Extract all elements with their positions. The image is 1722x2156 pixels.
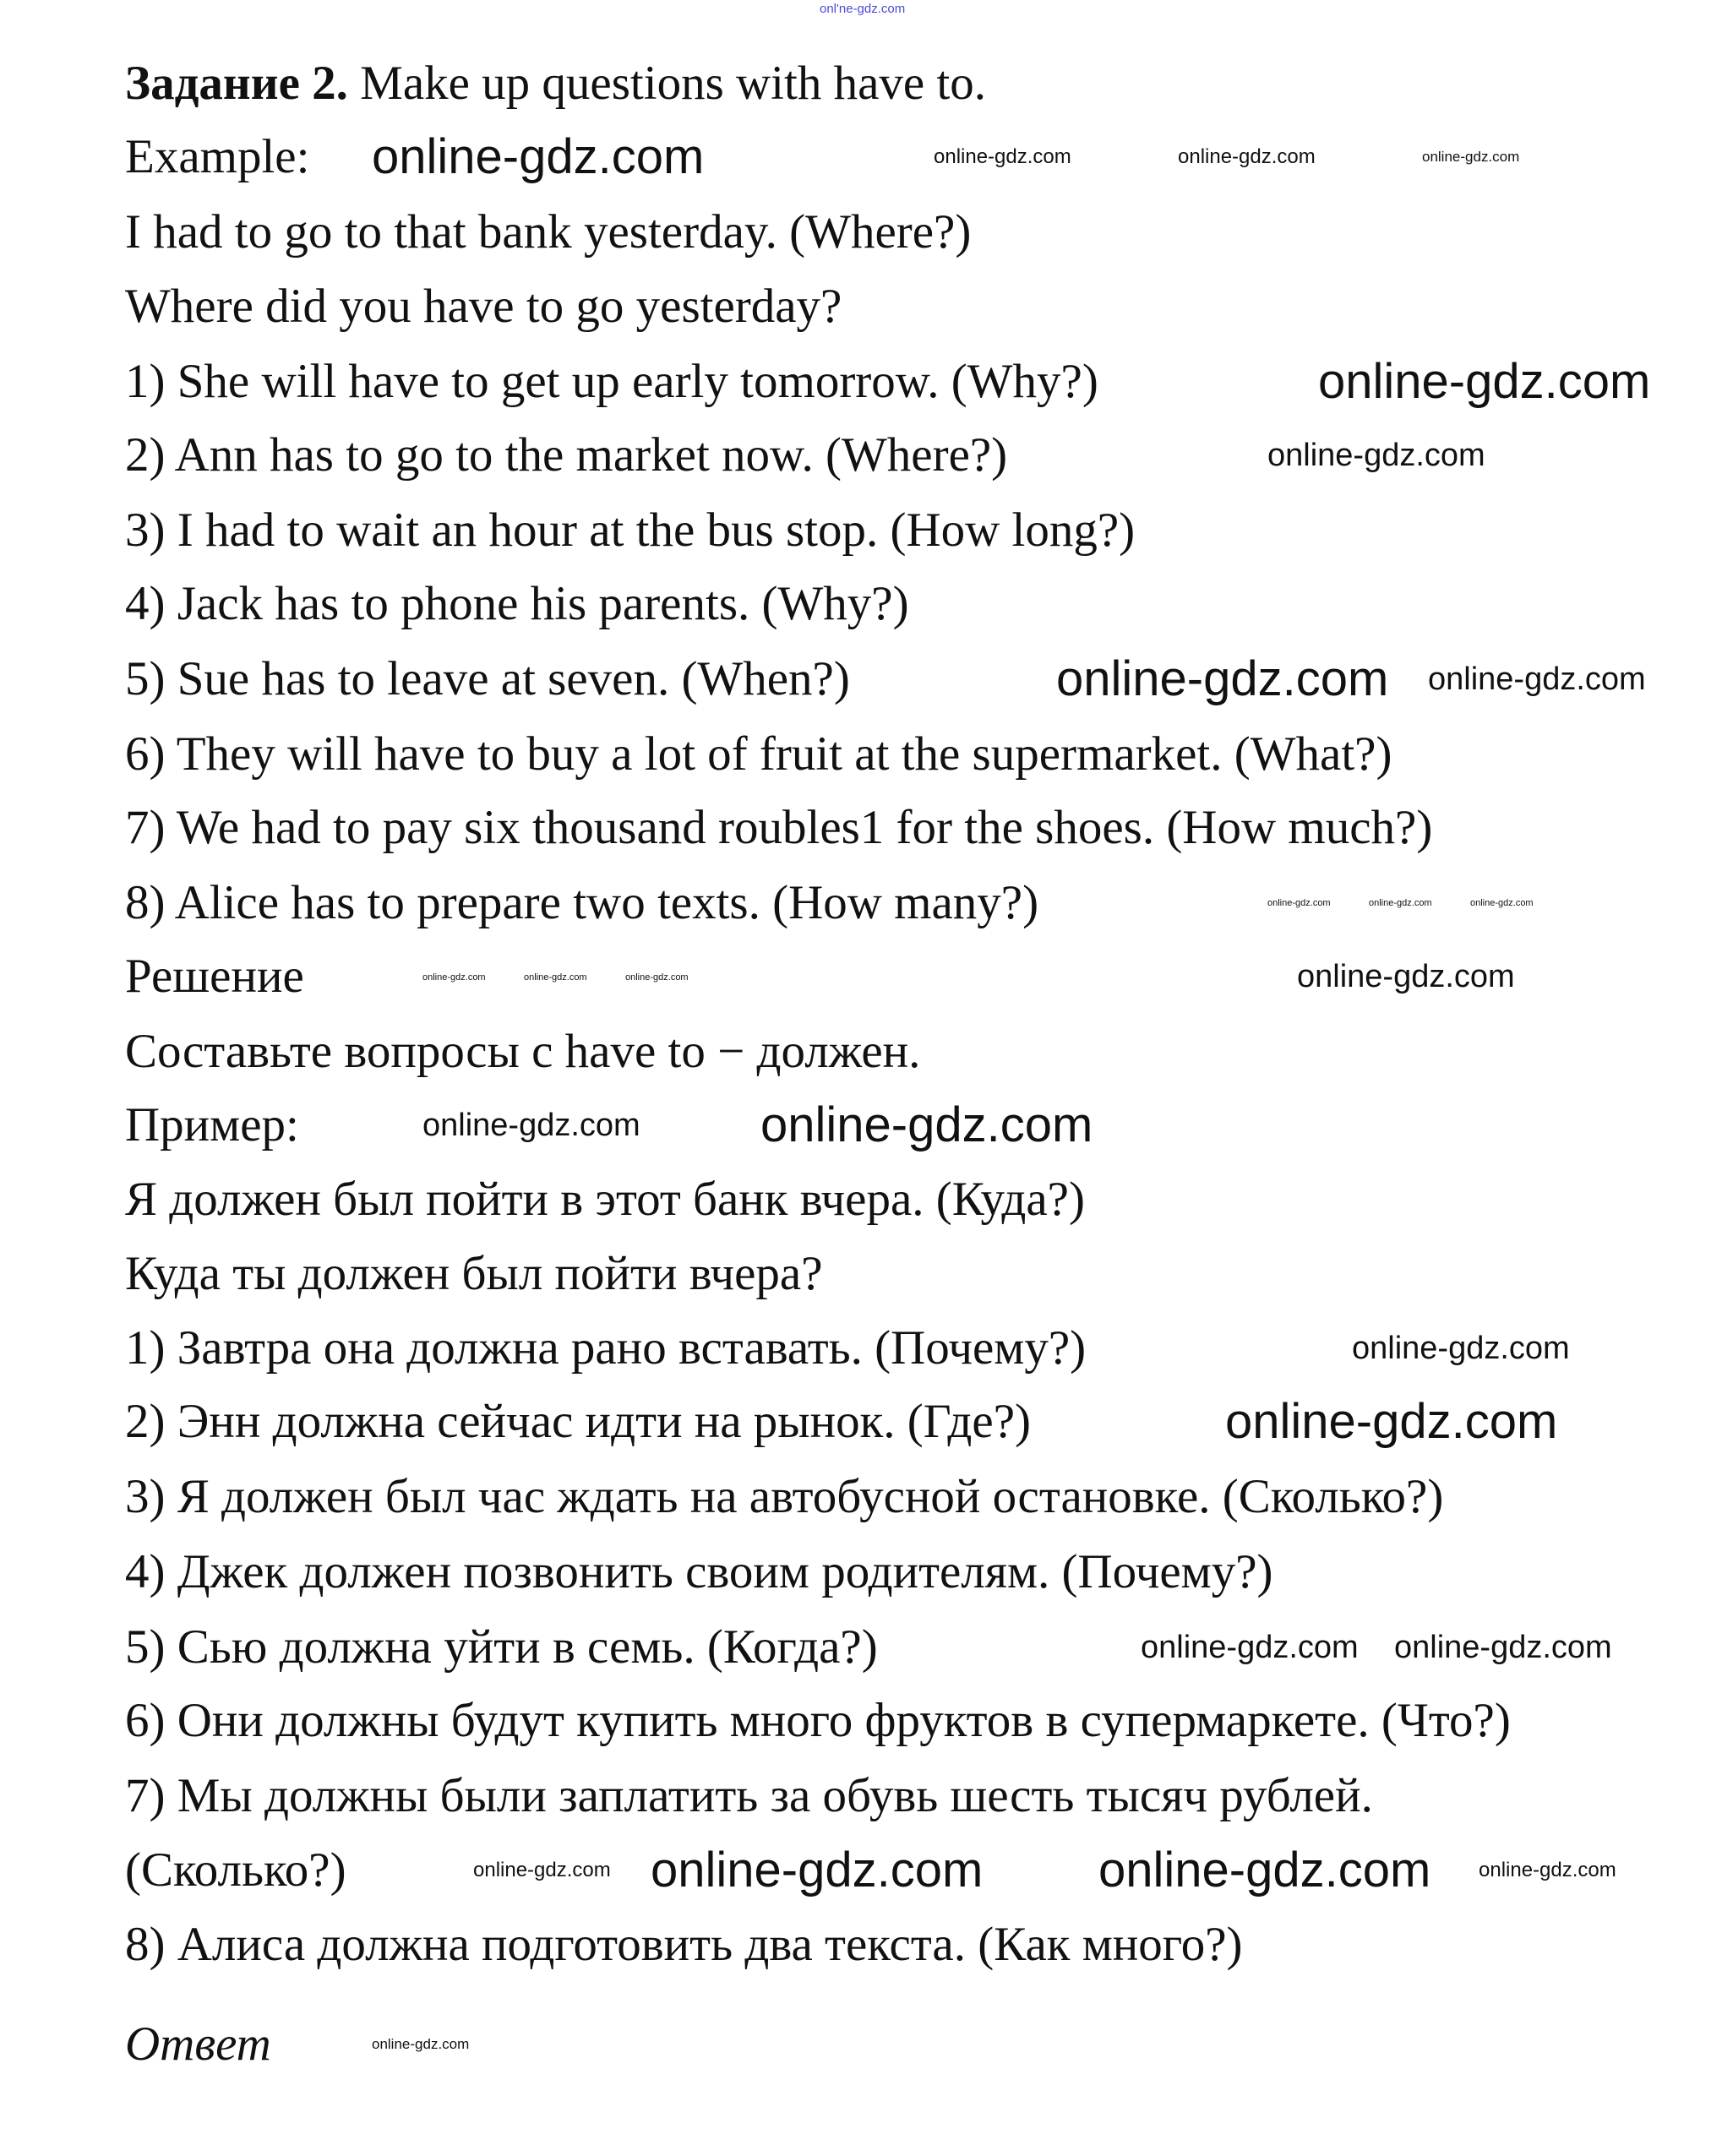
watermark: online-gdz.com	[934, 145, 1071, 168]
task-item: 8) Alice has to prepare two texts. (How many?)	[125, 876, 1039, 929]
watermark: online-gdz.com	[1178, 145, 1316, 168]
task-item: 1) She will have to get up early tomorrow. (Why?)	[125, 355, 1098, 408]
watermark: online-gdz.com	[473, 1859, 611, 1881]
watermark: online-gdz.com	[524, 972, 587, 983]
solution-item: 5) Сью должна уйти в семь. (Когда?)	[125, 1620, 878, 1674]
solution-example-sentence: Я должен был пойти в этот банк вчера. (Куда?)	[125, 1173, 1085, 1226]
solution-item: (Сколько?)	[125, 1843, 346, 1897]
watermark: online-gdz.com	[1056, 651, 1389, 706]
solution-example-label: Пример:	[125, 1098, 299, 1152]
watermark: online-gdz.com	[1267, 898, 1331, 908]
watermark: onl'ne-gdz.com	[820, 2, 906, 16]
watermark: online-gdz.com	[760, 1097, 1093, 1152]
watermark: online-gdz.com	[1297, 959, 1515, 994]
solution-item: 4) Джек должен позвонить своим родителям. (Почему?)	[125, 1545, 1273, 1598]
task-item: 2) Ann has to go to the market now. (Where?)	[125, 428, 1008, 482]
watermark: online-gdz.com	[1318, 354, 1651, 409]
watermark: online-gdz.com	[422, 972, 486, 983]
watermark: online-gdz.com	[1470, 898, 1534, 908]
solution-item: 3) Я должен был час ждать на автобусной остановке. (Сколько?)	[125, 1470, 1444, 1523]
example-label: Example:	[125, 130, 310, 183]
solution-item: 2) Энн должна сейчас идти на рынок. (Где?)	[125, 1395, 1032, 1448]
task-item: 6) They will have to buy a lot of fruit at the supermarket. (What?)	[125, 727, 1392, 781]
solution-heading: Решение	[125, 950, 304, 1003]
watermark: online-gdz.com	[1394, 1630, 1612, 1665]
watermark: online-gdz.com	[1225, 1394, 1558, 1449]
watermark: online-gdz.com	[1098, 1843, 1431, 1897]
watermark: online-gdz.com	[625, 972, 689, 983]
solution-item: 7) Мы должны были заплатить за обувь шесть тысяч рублей.	[125, 1769, 1373, 1822]
task-title	[125, 56, 986, 112]
watermark: online-gdz.com	[1141, 1630, 1359, 1665]
task-item: 5) Sue has to leave at seven. (When?)	[125, 652, 850, 705]
watermark: online-gdz.com	[1369, 898, 1432, 908]
example-question: Where did you have to go yesterday?	[125, 280, 842, 333]
task-item: 4) Jack has to phone his parents. (Why?)	[125, 577, 909, 630]
task-item: 7) We had to pay six thousand roubles1 for the shoes. (How much?)	[125, 801, 1433, 854]
solution-item: 6) Они должны будут купить много фруктов в супермаркете. (Что?)	[125, 1694, 1511, 1747]
watermark: online-gdz.com	[1428, 662, 1646, 697]
example-sentence: I had to go to that bank yesterday. (Where?)	[125, 205, 972, 259]
watermark: online-gdz.com	[1422, 149, 1520, 165]
watermark: online-gdz.com	[422, 1108, 640, 1143]
watermark: online-gdz.com	[651, 1843, 984, 1897]
watermark: online-gdz.com	[372, 129, 705, 184]
solution-item: 8) Алиса должна подготовить два текста. (Как много?)	[125, 1918, 1243, 1971]
solution-item: 1) Завтра она должна рано вставать. (Почему?)	[125, 1321, 1087, 1375]
solution-example-question: Куда ты должен был пойти вчера?	[125, 1247, 823, 1300]
watermark: online-gdz.com	[1352, 1331, 1570, 1366]
task-label: Задание 2.	[125, 57, 348, 110]
watermark: online-gdz.com	[1267, 438, 1485, 473]
watermark: online-gdz.com	[372, 2036, 470, 2052]
solution-instruction: Составьте вопросы с have to − должен.	[125, 1025, 921, 1078]
task-instruction: Make up questions with have to.	[347, 57, 987, 110]
task-item: 3) I had to wait an hour at the bus stop. (How long?)	[125, 504, 1136, 557]
watermark: online-gdz.com	[1479, 1859, 1616, 1881]
answer-heading: Ответ	[125, 2017, 271, 2071]
